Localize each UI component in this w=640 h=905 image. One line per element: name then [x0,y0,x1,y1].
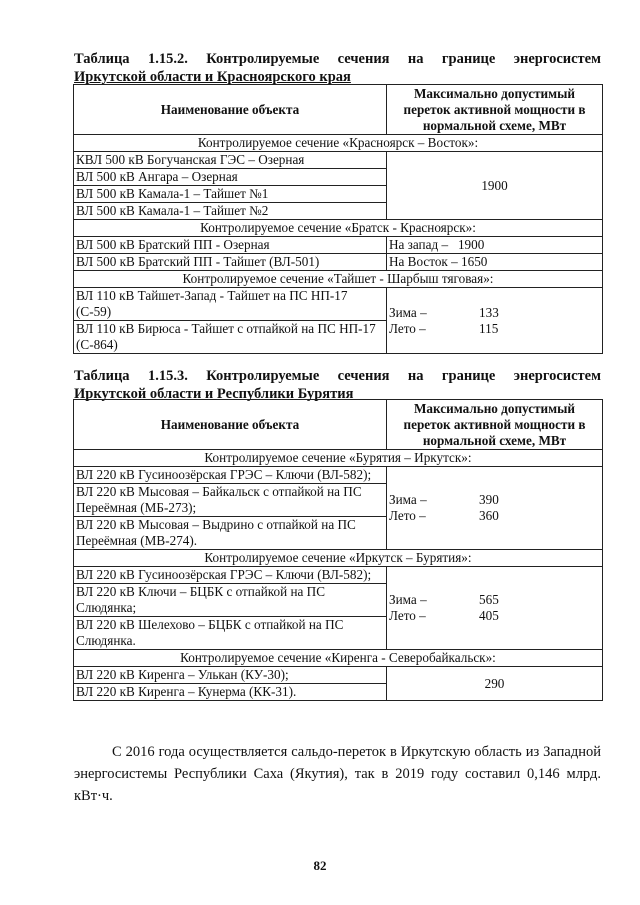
table-row: ВЛ 220 кВ Шелехово – БЦБК с отпайкой на ПС Слюдянка. [74,617,387,650]
table-row: ВЛ 220 кВ Гусиноозёрская ГРЭС – Ключи (ВЛ-582); [74,467,387,484]
body-paragraph-text: С 2016 года осуществляется сальдо-переток в Иркутскую область из Западной энергосистемы Республики Саха (Якутия), так в 2019 году составил 0,146 млрд. кВт·ч. [74,744,601,804]
table-row: ВЛ 220 кВ Киренга – Улькан (КУ-30); [74,667,387,684]
table2-section-title: Контролируемое сечение «Киренга - Северобайкальск»: [74,650,603,667]
table1-caption-line1: Таблица 1.15.2. Контролируемые сечения на границе энергосистем [74,51,601,67]
table2-section1-values [387,467,603,550]
table1-header-value: Максимально допустимый переток активной мощности в нормальной схеме, МВт [387,85,603,135]
table-row: ВЛ 220 кВ Киренга – Кунерма (КК-31). [74,684,387,701]
table-row: ВЛ 110 кВ Бирюса - Тайшет с отпайкой на ПС НП-17 (С-864) [74,321,387,354]
season-row [389,508,559,524]
table1-caption [74,50,601,86]
table2-section-title: Контролируемое сечение «Бурятия – Иркутск»: [74,450,603,467]
table-row: ВЛ 500 кВ Братский ПП - Озерная [74,237,387,254]
body-paragraph [74,741,601,807]
table-row: КВЛ 500 кВ Богучанская ГЭС – Озерная [74,152,387,169]
season-label: Лето – [389,508,426,523]
season-value: 565 [479,592,499,607]
season-row [389,321,559,337]
season-value: 360 [479,508,499,523]
table1-season-values [387,288,603,354]
season-label: Зима – [389,592,427,607]
table2-section2-values [387,567,603,650]
table-row: ВЛ 220 кВ Гусиноозёрская ГРЭС – Ключи (ВЛ-582); [74,567,387,584]
table1 [73,84,603,354]
season-value: 390 [479,492,499,507]
table2-caption [74,367,601,403]
table2-section3-value: 290 [387,667,603,701]
table-row: ВЛ 220 кВ Мысовая – Байкальск с отпайкой на ПС Переёмная (МБ-273); [74,484,387,517]
table-row: ВЛ 500 кВ Камала-1 – Тайшет №2 [74,203,387,220]
season-label: Лето – [389,608,426,623]
season-row [389,608,559,624]
table1-header-name: Наименование объекта [74,85,387,135]
season-value: 115 [479,320,499,336]
table2-caption-line1: Таблица 1.15.3. Контролируемые сечения на границе энергосистем [74,368,601,384]
table2-header-value: Максимально допустимый переток активной мощности в нормальной схеме, МВт [387,400,603,450]
table-row: ВЛ 220 кВ Ключи – БЦБК с отпайкой на ПС Слюдянка; [74,584,387,617]
table-row: ВЛ 220 кВ Мысовая – Выдрино с отпайкой на ПС Переёмная (МВ-274). [74,517,387,550]
season-row [389,492,559,508]
season-row [389,305,559,321]
table2 [73,399,603,701]
table1-value-east: На Восток – 1650 [387,254,603,271]
table1-value-west: На запад – 1900 [387,237,603,254]
table-row: ВЛ 500 кВ Ангара – Озерная [74,169,387,186]
table2-caption-line2: Иркутской области и Республики Бурятия [74,386,354,402]
table-row: ВЛ 500 кВ Камала-1 – Тайшет №1 [74,186,387,203]
table-row: ВЛ 500 кВ Братский ПП - Тайшет (ВЛ-501) [74,254,387,271]
table1-section-title: Контролируемое сечение «Братск - Красноярск»: [74,220,603,237]
table2-section-title: Контролируемое сечение «Иркутск – Бурятия»: [74,550,603,567]
season-label: Лето – [389,320,426,336]
season-value: 405 [479,608,499,623]
table-row: ВЛ 110 кВ Тайшет-Запад - Тайшет на ПС НП-17 (С-59) [74,288,387,321]
season-label: Зима – [389,304,427,320]
season-value: 133 [479,304,499,320]
table1-section1-value: 1900 [387,152,603,220]
season-row [389,592,559,608]
table1-section-title: Контролируемое сечение «Красноярск – Восток»: [74,135,603,152]
table1-section-title: Контролируемое сечение «Тайшет - Шарбыш тяговая»: [74,271,603,288]
table1-caption-line2: Иркутской области и Красноярского края [74,69,351,85]
table2-header-name: Наименование объекта [74,400,387,450]
season-label: Зима – [389,492,427,507]
page-number: 82 [313,858,327,873]
